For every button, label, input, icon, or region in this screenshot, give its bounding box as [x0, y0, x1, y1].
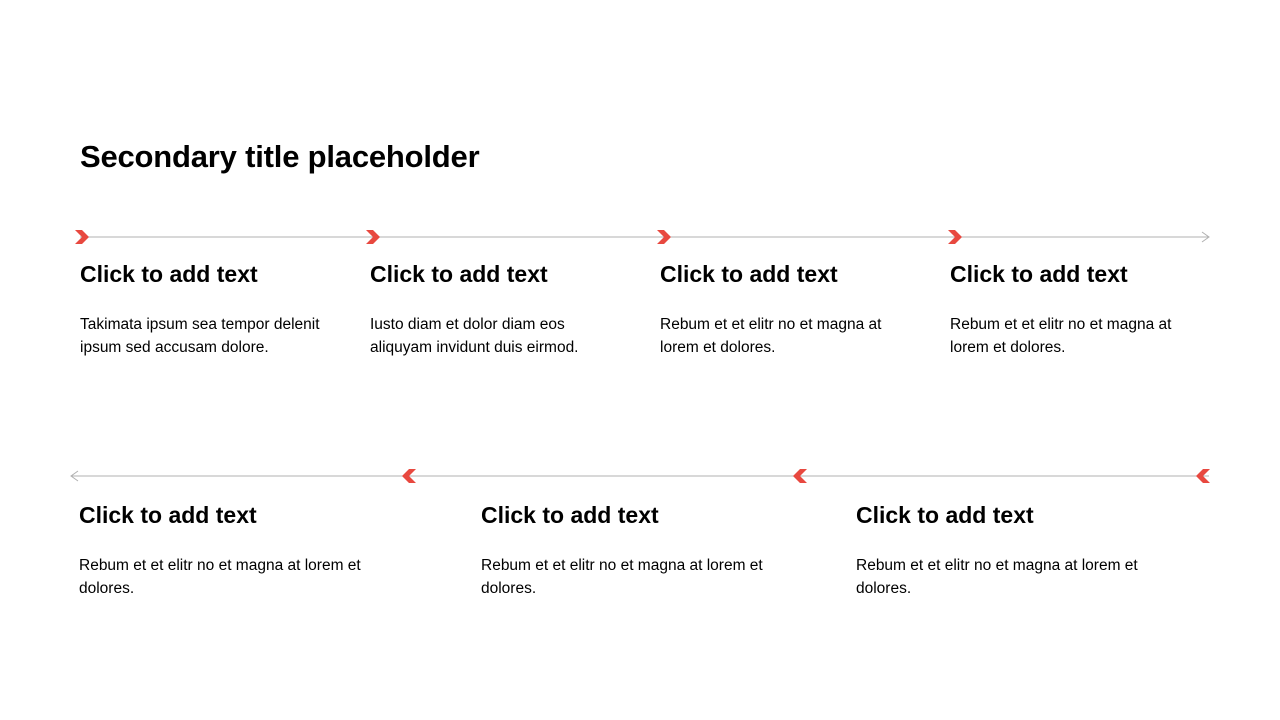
step-heading[interactable]: Click to add text — [370, 261, 548, 287]
chevron-right-icon — [366, 230, 380, 244]
step-heading[interactable]: Click to add text — [856, 502, 1034, 528]
step-description[interactable]: Takimata ipsum sea tempor delenit ipsum sed accusam dolore. — [80, 316, 320, 356]
step-description[interactable]: Rebum et et elitr no et magna at lorem et dolores. — [79, 557, 361, 597]
step-heading[interactable]: Click to add text — [950, 261, 1128, 287]
timeline-step-3 — [660, 260, 960, 356]
chevron-left-icon — [793, 469, 807, 483]
step-description[interactable]: Iusto diam et dolor diam eos aliquyam invidunt duis eirmod. — [370, 316, 579, 356]
timeline-step-5 — [79, 501, 379, 597]
timeline-end-arrow-left-icon — [71, 471, 78, 481]
chevron-left-icon — [402, 469, 416, 483]
step-description[interactable]: Rebum et et elitr no et magna at lorem et dolores. — [660, 316, 882, 356]
chevron-right-icon — [657, 230, 671, 244]
step-heading[interactable]: Click to add text — [79, 502, 257, 528]
step-description[interactable]: Rebum et et elitr no et magna at lorem et dolores. — [950, 316, 1172, 356]
step-heading[interactable]: Click to add text — [481, 502, 659, 528]
slide-title: Secondary title placeholder — [80, 139, 480, 174]
timeline-step-4 — [950, 260, 1250, 356]
timeline-step-2 — [370, 260, 670, 356]
chevron-right-icon — [75, 230, 89, 244]
timeline-step-7 — [856, 501, 1156, 597]
step-description[interactable]: Rebum et et elitr no et magna at lorem et dolores. — [481, 557, 763, 597]
chevron-left-icon — [1196, 469, 1210, 483]
step-heading[interactable]: Click to add text — [660, 261, 838, 287]
timeline-step-1 — [80, 260, 380, 356]
step-description[interactable]: Rebum et et elitr no et magna at lorem et dolores. — [856, 557, 1138, 597]
chevron-right-icon — [948, 230, 962, 244]
timeline-end-arrow-right-icon — [1202, 232, 1209, 242]
step-heading[interactable]: Click to add text — [80, 261, 258, 287]
timeline-step-6 — [481, 501, 781, 597]
